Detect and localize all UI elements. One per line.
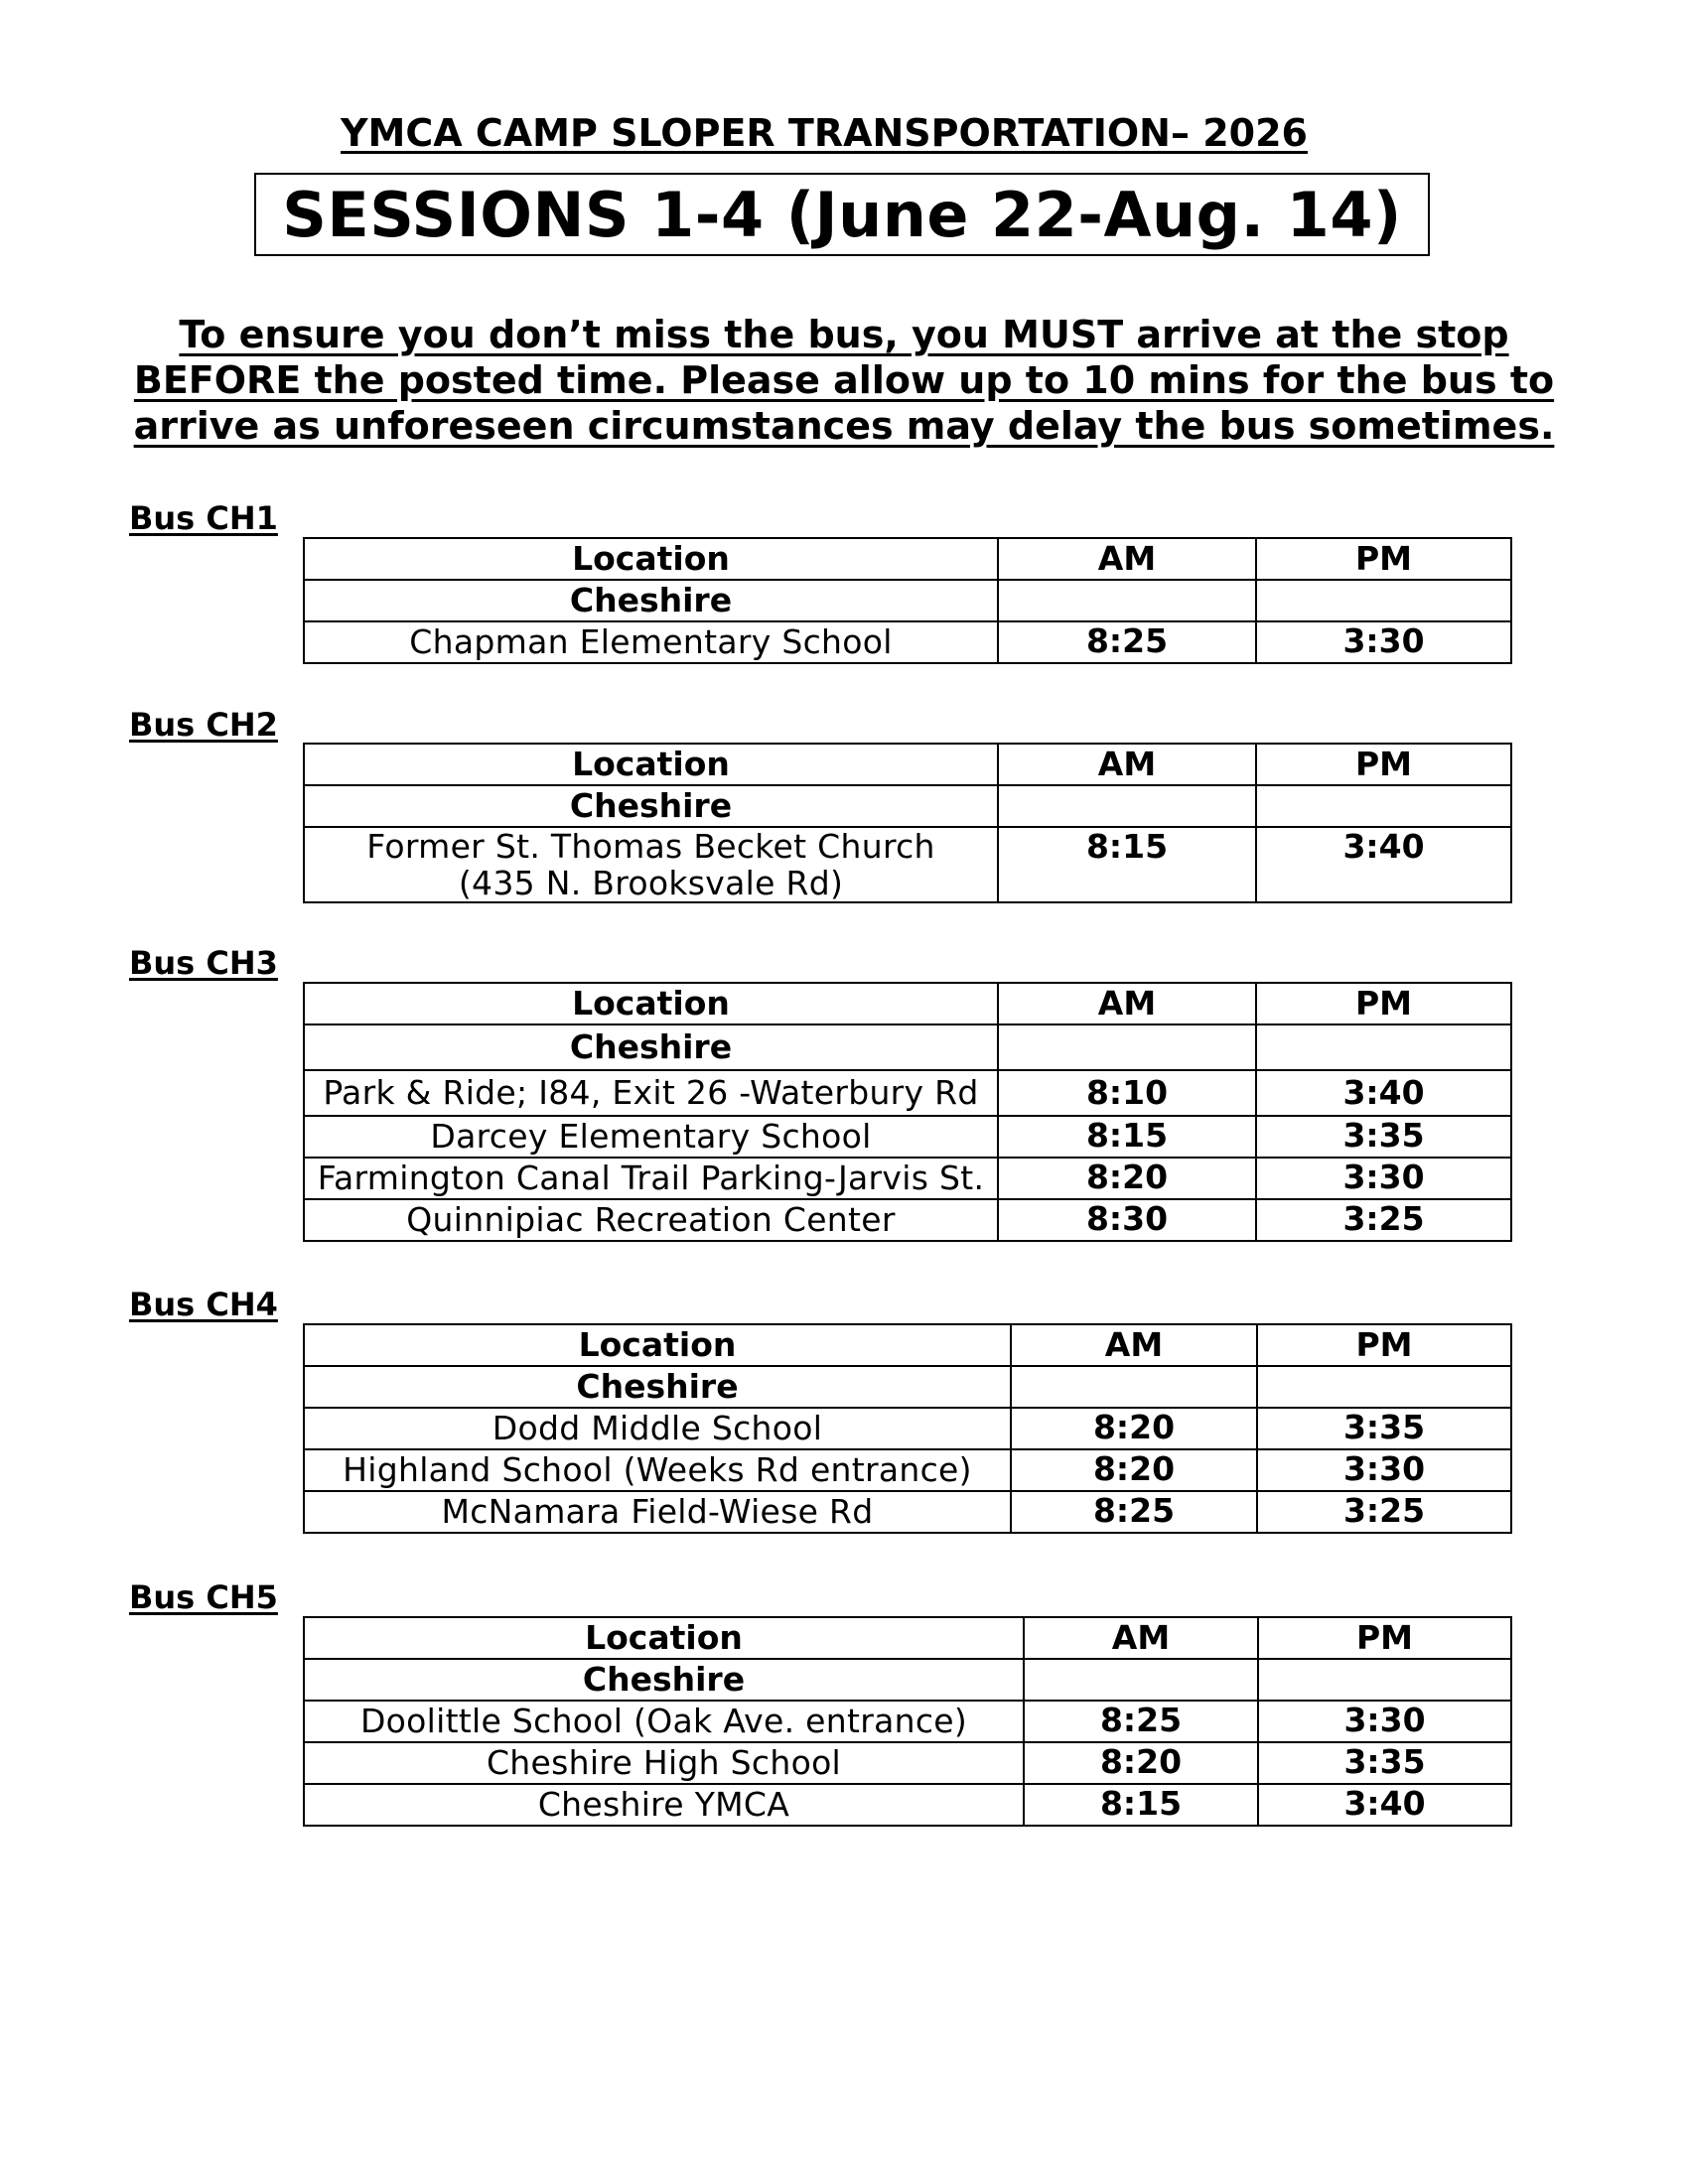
table-row (304, 1742, 1511, 1784)
pm-time: 3:35 (1258, 1742, 1511, 1784)
am-time: 8:20 (998, 1158, 1256, 1199)
column-header-pm: PM (1258, 1617, 1511, 1659)
column-header-pm: PM (1257, 1324, 1511, 1366)
bus-label-ch1: Bus CH1 (129, 499, 278, 537)
table-row (304, 1199, 1511, 1241)
table-row (304, 1491, 1511, 1533)
am-time: 8:25 (1011, 1491, 1257, 1533)
table-row (304, 1701, 1511, 1742)
empty-cell (1256, 1024, 1511, 1070)
am-time: 8:20 (1011, 1408, 1257, 1449)
pm-time: 3:35 (1257, 1408, 1511, 1449)
am-time: 8:15 (998, 1116, 1256, 1158)
schedule-table-ch1 (303, 537, 1512, 664)
empty-cell (1256, 785, 1511, 827)
column-header-location: Location (304, 744, 998, 785)
empty-cell (1258, 1659, 1511, 1701)
schedule-table-ch5 (303, 1616, 1512, 1827)
stop-location-line1: Former St. Thomas Becket Church (366, 827, 935, 866)
pm-time: 3:30 (1256, 621, 1511, 663)
bus-label-ch2: Bus CH2 (129, 706, 278, 744)
pm-time: 3:40 (1258, 1784, 1511, 1826)
am-time: 8:20 (1024, 1742, 1258, 1784)
column-header-am: AM (998, 983, 1256, 1024)
pm-time: 3:40 (1256, 1070, 1511, 1116)
stop-location: Highland School (Weeks Rd entrance) (304, 1449, 1011, 1491)
bus-label-ch5: Bus CH5 (129, 1578, 278, 1616)
table-row (304, 1070, 1511, 1116)
stop-location-line2: (435 N. Brooksvale Rd) (458, 864, 844, 902)
pm-time: 3:25 (1257, 1491, 1511, 1533)
pm-time: 3:30 (1256, 1158, 1511, 1199)
stop-location: Darcey Elementary School (304, 1116, 998, 1158)
pm-time: 3:40 (1256, 827, 1511, 902)
notice-line: To ensure you don’t miss the bus, you MUST arrive at the stop (179, 313, 1509, 356)
table-row (304, 1116, 1511, 1158)
empty-cell (1024, 1659, 1258, 1701)
column-header-am: AM (1024, 1617, 1258, 1659)
stop-location: Cheshire YMCA (304, 1784, 1024, 1826)
column-header-pm: PM (1256, 983, 1511, 1024)
pm-time: 3:30 (1258, 1701, 1511, 1742)
table-row (304, 1449, 1511, 1491)
stop-location: Chapman Elementary School (304, 621, 998, 663)
document-title: YMCA CAMP SLOPER TRANSPORTATION– 2026 (341, 111, 1308, 155)
town-name: Cheshire (304, 580, 998, 621)
town-name: Cheshire (304, 1659, 1024, 1701)
empty-cell (1011, 1366, 1257, 1408)
pm-time: 3:35 (1256, 1116, 1511, 1158)
empty-cell (998, 1024, 1256, 1070)
column-header-am: AM (1011, 1324, 1257, 1366)
table-row (304, 1408, 1511, 1449)
schedule-table-ch2 (303, 743, 1512, 903)
column-header-location: Location (304, 983, 998, 1024)
empty-cell (1256, 580, 1511, 621)
bus-label-ch4: Bus CH4 (129, 1286, 278, 1323)
schedule-table-ch4 (303, 1323, 1512, 1534)
am-time: 8:20 (1011, 1449, 1257, 1491)
town-name: Cheshire (304, 1024, 998, 1070)
town-name: Cheshire (304, 1366, 1011, 1408)
stop-location: Farmington Canal Trail Parking-Jarvis St. (304, 1158, 998, 1199)
arrival-notice (60, 312, 1628, 449)
am-time: 8:25 (998, 621, 1256, 663)
sessions-heading: SESSIONS 1-4 (June 22-Aug. 14) (254, 173, 1430, 256)
pm-time: 3:25 (1256, 1199, 1511, 1241)
am-time: 8:15 (998, 827, 1256, 902)
bus-label-ch3: Bus CH3 (129, 944, 278, 982)
stop-location: Quinnipiac Recreation Center (304, 1199, 998, 1241)
empty-cell (998, 580, 1256, 621)
am-time: 8:15 (1024, 1784, 1258, 1826)
schedule-table-ch3 (303, 982, 1512, 1242)
empty-cell (1257, 1366, 1511, 1408)
column-header-pm: PM (1256, 538, 1511, 580)
stop-location (304, 827, 998, 902)
column-header-pm: PM (1256, 744, 1511, 785)
column-header-location: Location (304, 1324, 1011, 1366)
am-time: 8:25 (1024, 1701, 1258, 1742)
town-name: Cheshire (304, 785, 998, 827)
stop-location: Cheshire High School (304, 1742, 1024, 1784)
table-row (304, 1784, 1511, 1826)
am-time: 8:10 (998, 1070, 1256, 1116)
column-header-location: Location (304, 538, 998, 580)
table-row (304, 1158, 1511, 1199)
column-header-am: AM (998, 538, 1256, 580)
column-header-am: AM (998, 744, 1256, 785)
stop-location: Dodd Middle School (304, 1408, 1011, 1449)
column-header-location: Location (304, 1617, 1024, 1659)
stop-location: Doolittle School (Oak Ave. entrance) (304, 1701, 1024, 1742)
table-row (304, 827, 1511, 902)
notice-line: arrive as unforeseen circumstances may delay the bus sometimes. (133, 404, 1555, 448)
am-time: 8:30 (998, 1199, 1256, 1241)
notice-line: BEFORE the posted time. Please allow up to 10 mins for the bus to (133, 358, 1555, 402)
empty-cell (998, 785, 1256, 827)
stop-location: McNamara Field-Wiese Rd (304, 1491, 1011, 1533)
stop-location: Park & Ride; I84, Exit 26 -Waterbury Rd (304, 1070, 998, 1116)
pm-time: 3:30 (1257, 1449, 1511, 1491)
table-row (304, 621, 1511, 663)
